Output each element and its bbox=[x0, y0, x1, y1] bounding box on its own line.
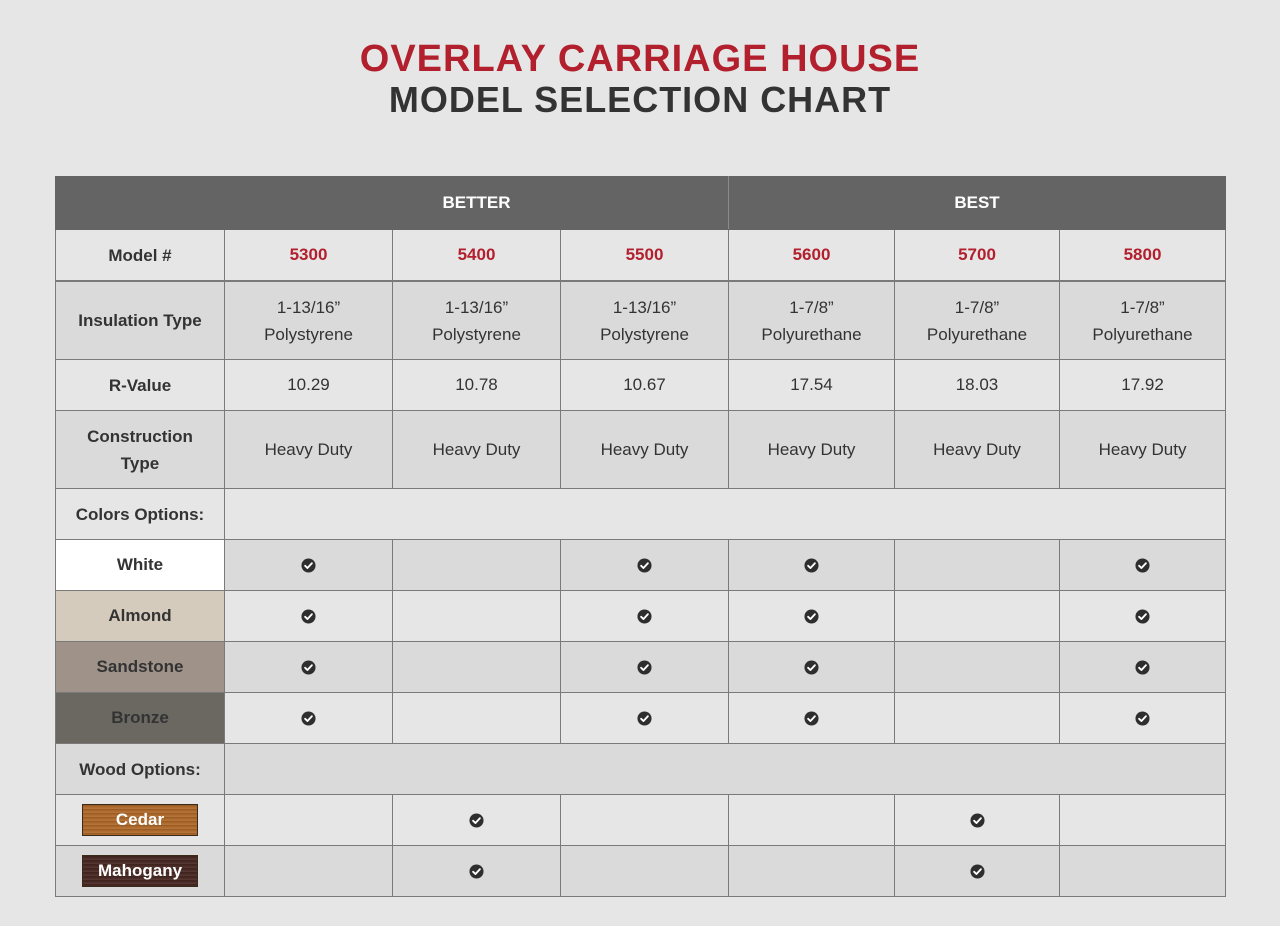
page-subtitle: MODEL SELECTION CHART bbox=[388, 79, 892, 120]
rvalue-cell: 10.29 bbox=[225, 360, 393, 411]
check-circle-icon bbox=[469, 864, 484, 879]
insulation-cell bbox=[895, 281, 1060, 360]
wood-section-label: Wood Options: bbox=[56, 744, 225, 795]
rvalue-cell: 17.92 bbox=[1060, 360, 1226, 411]
tier-header-row bbox=[56, 177, 1226, 230]
color-row-bronze bbox=[56, 693, 1226, 744]
tier-best: BEST bbox=[729, 177, 1226, 230]
availability-cell bbox=[561, 693, 729, 744]
check-circle-icon bbox=[970, 813, 985, 828]
check-circle-icon bbox=[637, 711, 652, 726]
check-circle-icon bbox=[1135, 660, 1150, 675]
model-selection-table bbox=[55, 176, 1226, 897]
check-circle-icon bbox=[301, 660, 316, 675]
color-swatch-almond: Almond bbox=[56, 591, 225, 642]
wood-section-row bbox=[56, 744, 1226, 795]
insulation-material: Polystyrene bbox=[432, 324, 521, 344]
rvalue-cell: 10.78 bbox=[393, 360, 561, 411]
color-swatch-bronze: Bronze bbox=[56, 693, 225, 744]
check-circle-icon bbox=[804, 660, 819, 675]
availability-cell bbox=[895, 846, 1060, 897]
check-circle-icon bbox=[1135, 609, 1150, 624]
wood-label-cell bbox=[56, 846, 225, 897]
insulation-thickness: 1-7/8” bbox=[789, 297, 834, 317]
construction-row bbox=[56, 411, 1226, 489]
insulation-label: Insulation Type bbox=[56, 281, 225, 360]
availability-cell bbox=[1060, 540, 1226, 591]
availability-cell bbox=[561, 795, 729, 846]
color-row-almond bbox=[56, 591, 1226, 642]
availability-cell bbox=[1060, 642, 1226, 693]
availability-cell bbox=[393, 846, 561, 897]
check-circle-icon bbox=[637, 558, 652, 573]
insulation-thickness: 1-7/8” bbox=[954, 297, 1000, 317]
insulation-row bbox=[56, 281, 1226, 360]
construction-label-line2: Type bbox=[120, 453, 160, 473]
construction-label-line1: Construction bbox=[87, 426, 193, 446]
page-title: OVERLAY CARRIAGE HOUSE bbox=[359, 38, 921, 80]
insulation-thickness: 1-13/16” bbox=[612, 297, 677, 317]
check-circle-icon bbox=[1135, 711, 1150, 726]
colors-section-label: Colors Options: bbox=[56, 489, 225, 540]
check-circle-icon bbox=[1135, 558, 1150, 573]
availability-cell bbox=[561, 540, 729, 591]
insulation-cell bbox=[225, 281, 393, 360]
rvalue-cell: 10.67 bbox=[561, 360, 729, 411]
availability-cell bbox=[729, 540, 895, 591]
check-circle-icon bbox=[804, 711, 819, 726]
insulation-material: Polyurethane bbox=[761, 324, 862, 344]
construction-cell: Heavy Duty bbox=[225, 411, 393, 489]
availability-cell bbox=[561, 642, 729, 693]
availability-cell bbox=[393, 795, 561, 846]
tier-better: BETTER bbox=[225, 177, 729, 230]
check-circle-icon bbox=[804, 558, 819, 573]
insulation-cell bbox=[393, 281, 561, 360]
availability-cell bbox=[225, 591, 393, 642]
insulation-thickness: 1-13/16” bbox=[444, 297, 509, 317]
availability-cell bbox=[729, 642, 895, 693]
insulation-thickness: 1-13/16” bbox=[276, 297, 341, 317]
wood-row-mahogany bbox=[56, 846, 1226, 897]
availability-cell bbox=[895, 540, 1060, 591]
chart-heading bbox=[0, 38, 1280, 120]
construction-cell: Heavy Duty bbox=[393, 411, 561, 489]
availability-cell bbox=[729, 795, 895, 846]
check-circle-icon bbox=[301, 609, 316, 624]
insulation-material: Polyurethane bbox=[1092, 324, 1193, 344]
rvalue-label: R-Value bbox=[56, 360, 225, 411]
availability-cell bbox=[225, 795, 393, 846]
model-5700: 5700 bbox=[895, 230, 1060, 282]
availability-cell bbox=[393, 540, 561, 591]
availability-cell bbox=[225, 540, 393, 591]
insulation-material: Polystyrene bbox=[264, 324, 353, 344]
rvalue-cell: 18.03 bbox=[895, 360, 1060, 411]
insulation-cell bbox=[561, 281, 729, 360]
availability-cell bbox=[393, 642, 561, 693]
availability-cell bbox=[729, 591, 895, 642]
construction-cell: Heavy Duty bbox=[561, 411, 729, 489]
model-5800: 5800 bbox=[1060, 230, 1226, 282]
insulation-cell bbox=[729, 281, 895, 360]
insulation-thickness: 1-7/8” bbox=[1120, 297, 1165, 317]
model-label: Model # bbox=[56, 230, 225, 282]
availability-cell bbox=[1060, 693, 1226, 744]
availability-cell bbox=[729, 846, 895, 897]
color-row-sandstone bbox=[56, 642, 1226, 693]
availability-cell bbox=[393, 591, 561, 642]
model-row bbox=[56, 230, 1226, 282]
check-circle-icon bbox=[301, 558, 316, 573]
availability-cell bbox=[729, 693, 895, 744]
insulation-material: Polyurethane bbox=[926, 324, 1028, 344]
construction-cell: Heavy Duty bbox=[1060, 411, 1226, 489]
color-row-white bbox=[56, 540, 1226, 591]
model-5300: 5300 bbox=[225, 230, 393, 282]
colors-section-spacer bbox=[225, 489, 1226, 540]
insulation-cell bbox=[1060, 281, 1226, 360]
colors-section-row bbox=[56, 489, 1226, 540]
construction-cell: Heavy Duty bbox=[895, 411, 1060, 489]
check-circle-icon bbox=[301, 711, 316, 726]
availability-cell bbox=[1060, 795, 1226, 846]
check-circle-icon bbox=[637, 660, 652, 675]
wood-swatch-mahogany: Mahogany bbox=[82, 855, 198, 887]
check-circle-icon bbox=[469, 813, 484, 828]
availability-cell bbox=[895, 795, 1060, 846]
wood-swatch-cedar: Cedar bbox=[82, 804, 198, 836]
check-circle-icon bbox=[970, 864, 985, 879]
color-swatch-sandstone: Sandstone bbox=[56, 642, 225, 693]
color-swatch-white: White bbox=[56, 540, 225, 591]
wood-section-spacer bbox=[225, 744, 1226, 795]
check-circle-icon bbox=[804, 609, 819, 624]
availability-cell bbox=[225, 693, 393, 744]
check-circle-icon bbox=[637, 609, 652, 624]
availability-cell bbox=[895, 693, 1060, 744]
availability-cell bbox=[1060, 591, 1226, 642]
model-5600: 5600 bbox=[729, 230, 895, 282]
corner-cell bbox=[56, 177, 225, 230]
rvalue-cell: 17.54 bbox=[729, 360, 895, 411]
availability-cell bbox=[1060, 846, 1226, 897]
wood-label-cell bbox=[56, 795, 225, 846]
rvalue-row bbox=[56, 360, 1226, 411]
availability-cell bbox=[393, 693, 561, 744]
availability-cell bbox=[225, 846, 393, 897]
model-5500: 5500 bbox=[561, 230, 729, 282]
construction-cell: Heavy Duty bbox=[729, 411, 895, 489]
construction-label bbox=[56, 411, 225, 489]
availability-cell bbox=[225, 642, 393, 693]
availability-cell bbox=[561, 591, 729, 642]
model-5400: 5400 bbox=[393, 230, 561, 282]
wood-row-cedar bbox=[56, 795, 1226, 846]
insulation-material: Polystyrene bbox=[600, 324, 689, 344]
availability-cell bbox=[895, 642, 1060, 693]
availability-cell bbox=[895, 591, 1060, 642]
availability-cell bbox=[561, 846, 729, 897]
